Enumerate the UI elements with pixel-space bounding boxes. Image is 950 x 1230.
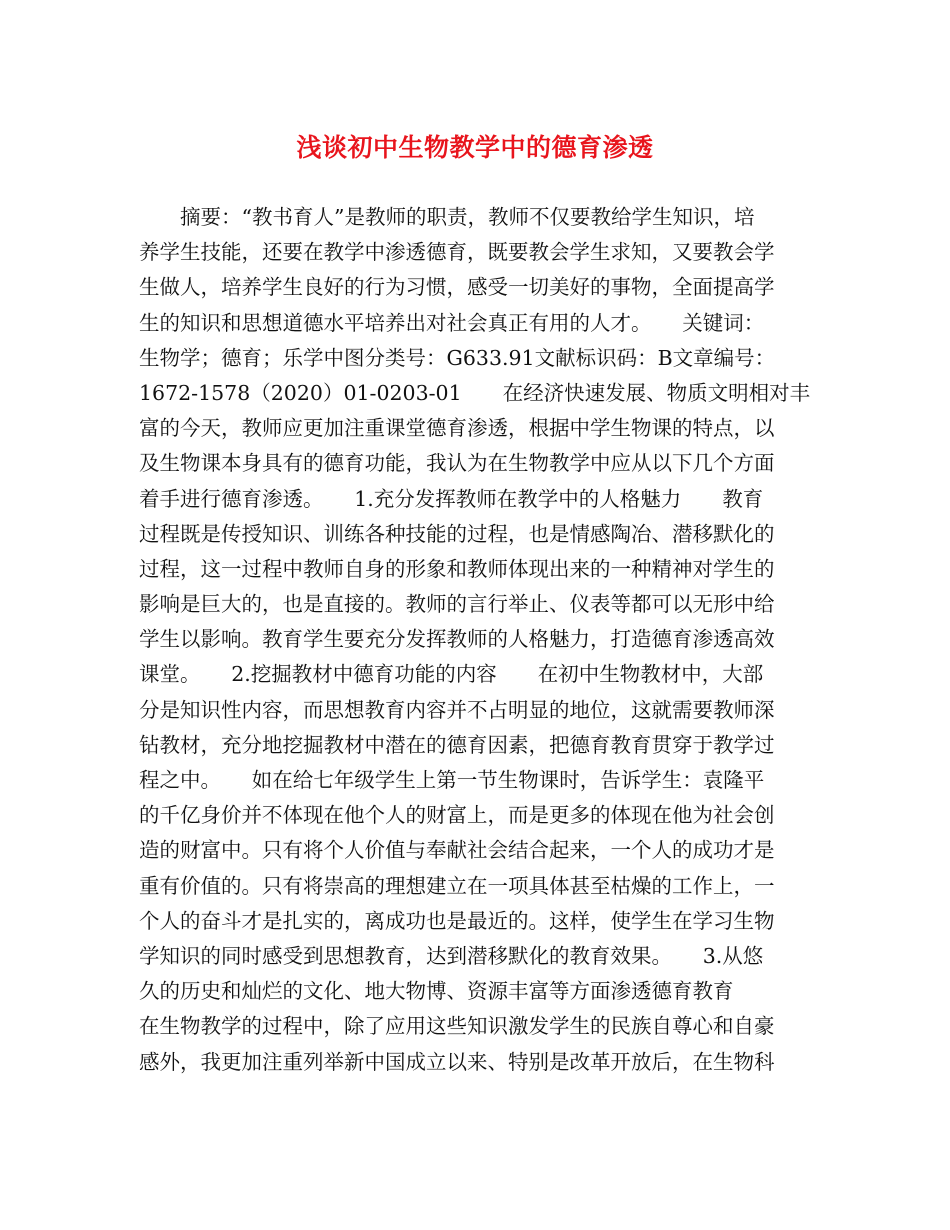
body-line: 久的历史和灿烂的文化、地大物博、资源丰富等方面渗透德育教育: [139, 979, 775, 1004]
body-line: 摘要：“教书育人”是教师的职责，教师不仅要教给学生知识，培: [139, 205, 755, 229]
body-line: 富的今天，教师应更加注重课堂德育渗透，根据中学生物课的特点，以: [139, 416, 775, 441]
body-line: 学知识的同时感受到思想教育，达到潜移默化的教育效果。 3.从悠: [139, 943, 764, 968]
body-line: 感外，我更加注重列举新中国成立以来、特别是改革开放后，在生物科: [139, 1049, 775, 1074]
body-line: 分是知识性内容，而思想教育内容并不占明显的地位，这就需要教师深: [139, 697, 775, 722]
body-line: 养学生技能，还要在教学中渗透德育，既要教会学生求知，又要教会学: [139, 240, 775, 265]
body-line: 的千亿身价并不体现在他个人的财富上，而是更多的体现在他为社会创: [139, 803, 775, 828]
body-line: 1672-1578（2020）01-0203-01 在经济快速发展、物质文明相对丰: [139, 380, 811, 405]
body-line: 在生物教学的过程中，除了应用这些知识激发学生的民族自尊心和自豪: [139, 1014, 775, 1039]
body-line: 课堂。 2.挖掘教材中德育功能的内容 在初中生物教材中，大部: [139, 662, 764, 687]
body-line: 及生物课本身具有的德育功能，我认为在生物教学中应从以下几个方面: [139, 451, 775, 476]
body-line: 生做人，培养学生良好的行为习惯，感受一切美好的事物，全面提高学: [139, 275, 775, 300]
body-line: 钻教材，充分地挖掘教材中潜在的德育因素，把德育教育贯穿于教学过: [139, 732, 775, 757]
body-line: 造的财富中。只有将个人价值与奉献社会结合起来，一个人的成功才是: [139, 838, 775, 863]
document-title: 浅谈初中生物教学中的德育渗透: [296, 133, 654, 162]
body-line: 影响是巨大的，也是直接的。教师的言行举止、仪表等都可以无形中给: [139, 592, 775, 617]
body-line: 学生以影响。教育学生要充分发挥教师的人格魅力，打造德育渗透高效: [139, 627, 775, 652]
document-body: [139, 200, 814, 1080]
body-line: 个人的奋斗才是扎实的，离成功也是最近的。这样，使学生在学习生物: [139, 908, 775, 933]
body-line: 过程，这一过程中教师自身的形象和教师体现出来的一种精神对学生的: [139, 556, 775, 581]
body-line: 生物学；德育；乐学中图分类号：G633.91文献标识码：B文章编号：: [139, 345, 776, 370]
body-line: 生的知识和思想道德水平培养出对社会真正有用的人才。 关键词：: [139, 310, 765, 335]
body-line: 着手进行德育渗透。 1.充分发挥教师在教学中的人格魅力 教育: [139, 486, 764, 511]
body-line: 重有价值的。只有将崇高的理想建立在一项具体甚至枯燥的工作上，一: [139, 873, 775, 898]
body-line: 程之中。 如在给七年级学生上第一节生物课时，告诉学生：袁隆平: [139, 768, 765, 792]
body-line: 过程既是传授知识、训练各种技能的过程，也是情感陶冶、潜移默化的: [139, 521, 775, 546]
